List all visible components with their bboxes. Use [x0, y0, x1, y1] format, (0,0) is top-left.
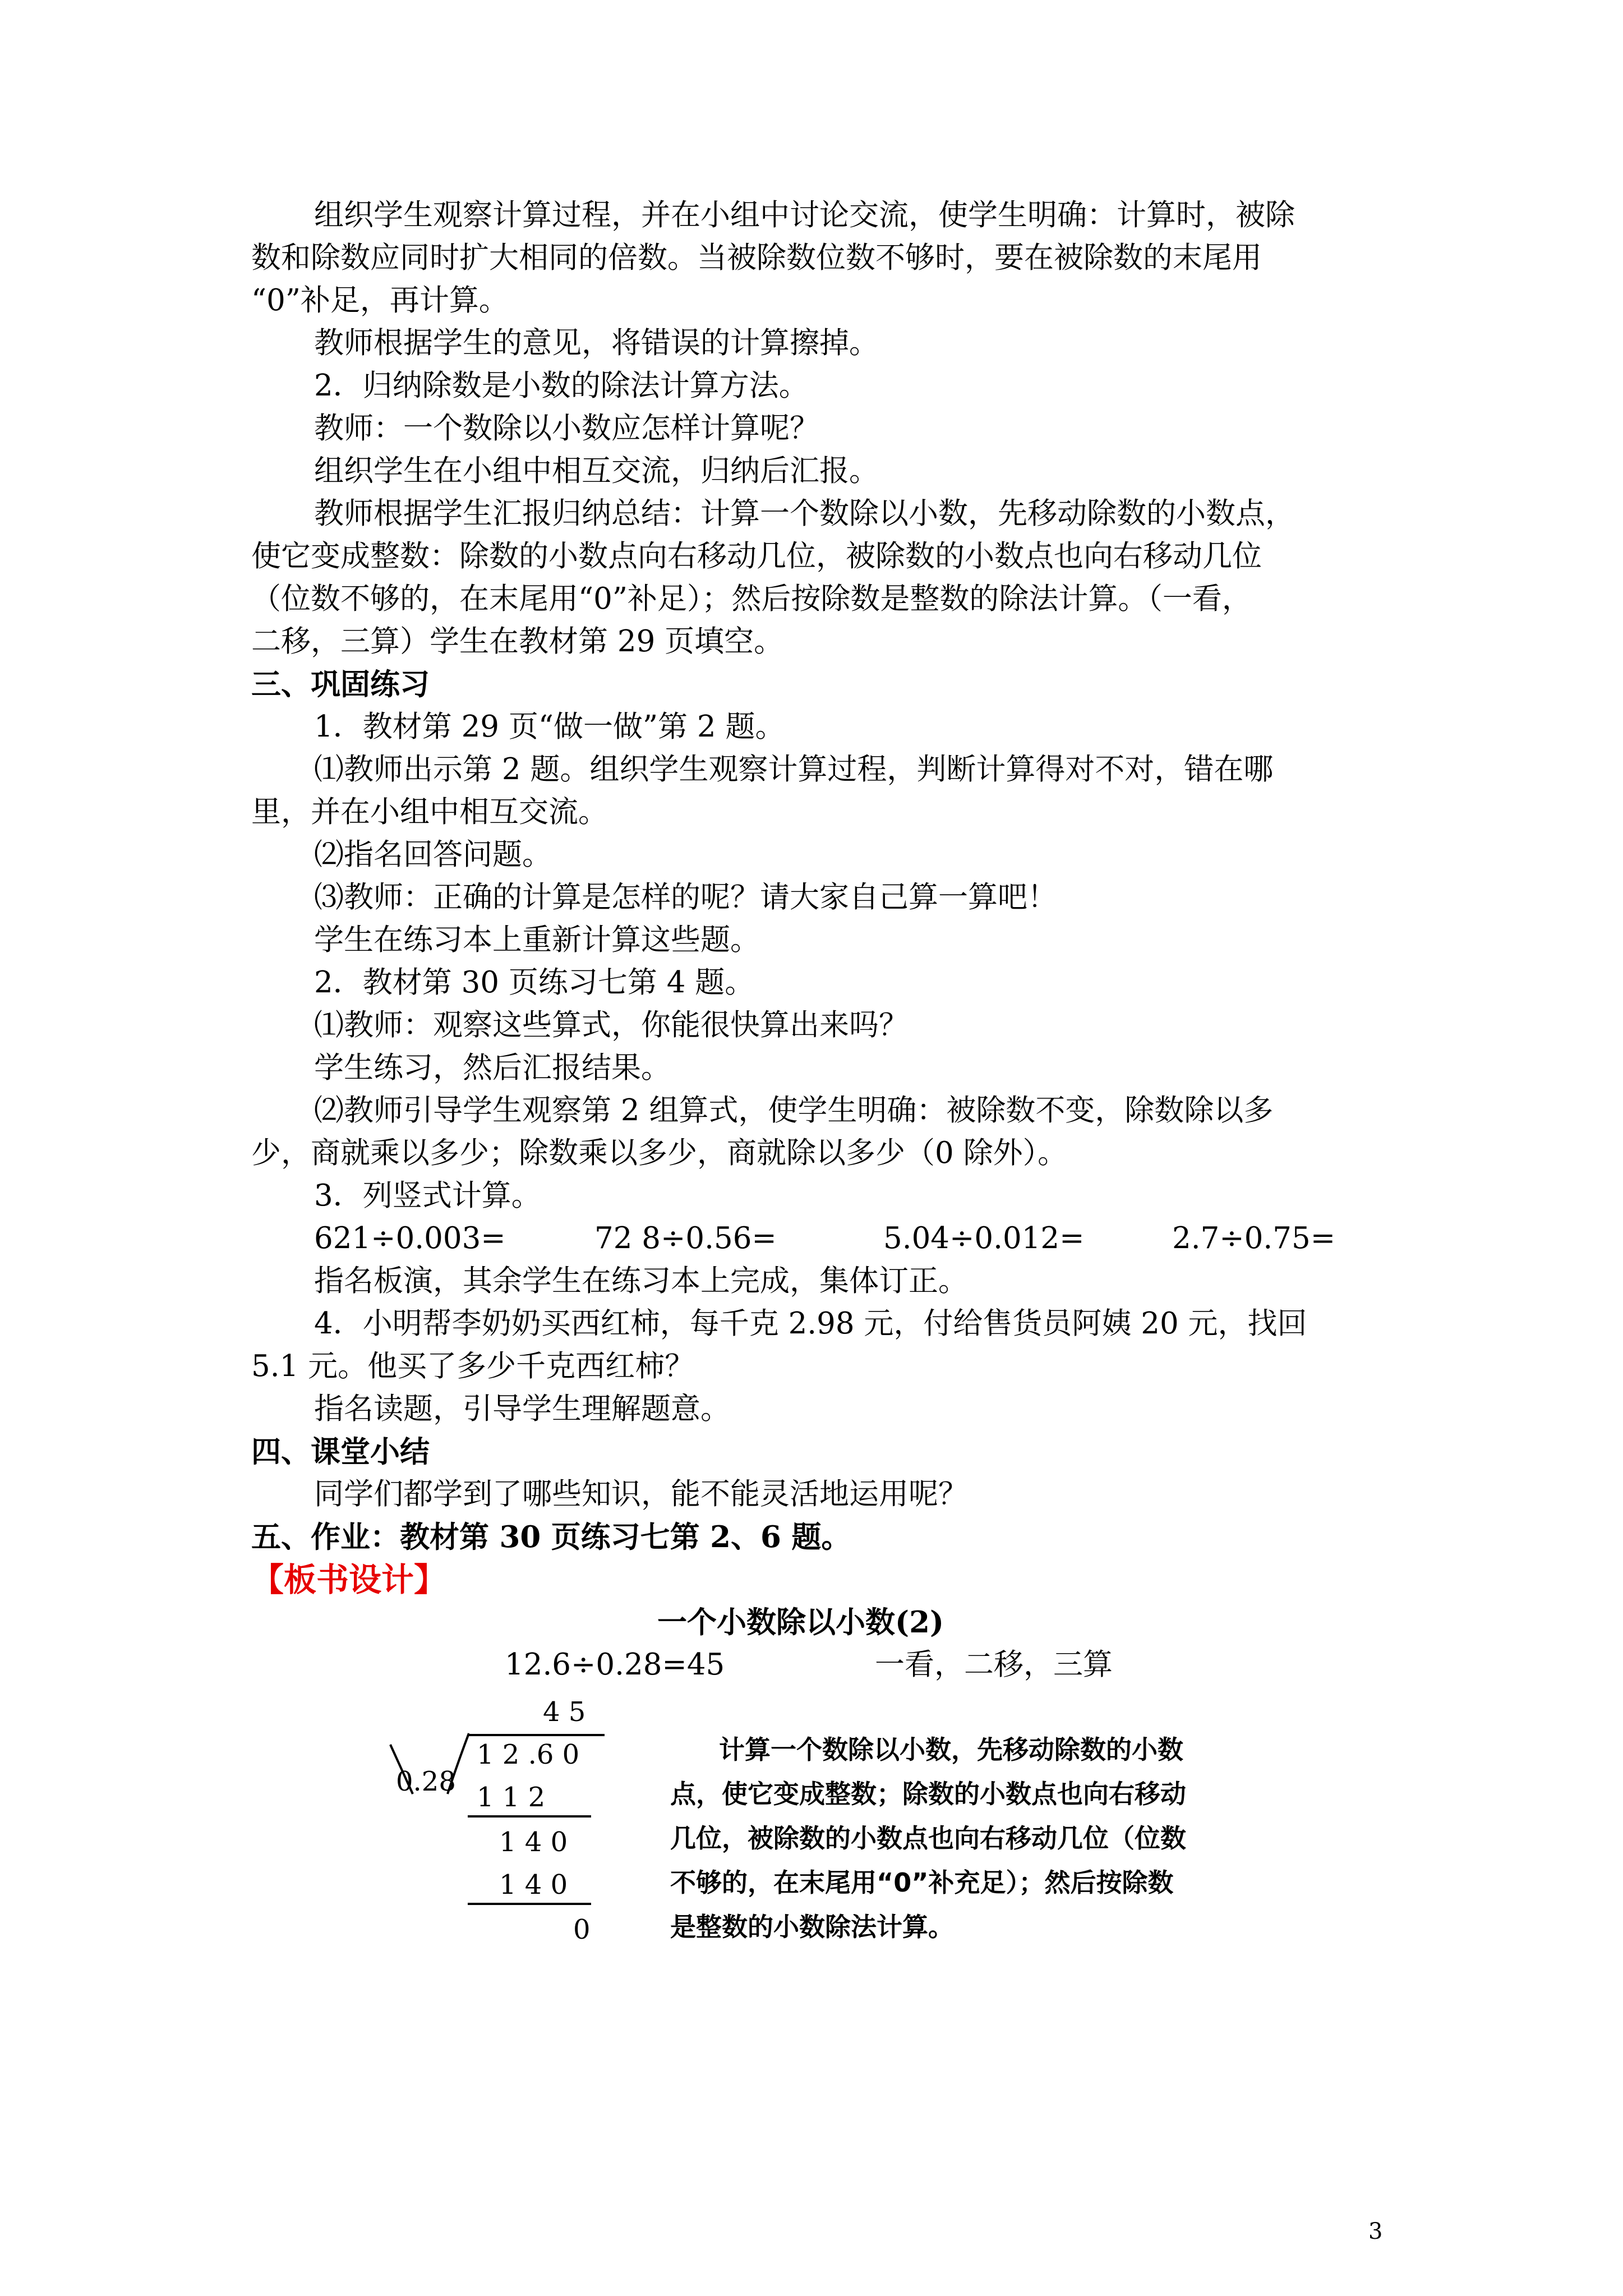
paragraph-line: 5.1 元。他买了多少千克西红柿？ [251, 1349, 695, 1383]
division-dividend: 1 2 .6 0 [477, 1739, 580, 1770]
paragraph-line: 学生练习，然后汇报结果。 [314, 1051, 671, 1085]
summary-line: 点，使它变成整数；除数的小数点也向右移动 [670, 1779, 1186, 1809]
paragraph-line: 教师：一个数除以小数应怎样计算呢？ [314, 411, 819, 445]
summary-line: 几位，被除数的小数点也向右移动几位（位数 [670, 1823, 1186, 1853]
paragraph-line: 组织学生观察计算过程，并在小组中讨论交流，使学生明确：计算时，被除 [314, 198, 1295, 232]
paragraph-line: 教师根据学生汇报归纳总结：计算一个数除以小数，先移动除数的小数点， [314, 496, 1295, 531]
paragraph-line: ⑴教师：观察这些算式，你能很快算出来吗？ [314, 1008, 909, 1042]
paragraph-line: 3．列竖式计算。 [314, 1179, 541, 1213]
paragraph-line: ⑴教师出示第 2 题。组织学生观察计算过程，判断计算得对不对，错在哪 [314, 752, 1274, 786]
exercise-item: 5.04÷0.012= [883, 1221, 1085, 1255]
summary-line: 不够的，在末尾用“0”补充足）；然后按除数 [670, 1867, 1174, 1898]
paragraph-line: 2．归纳除数是小数的除法计算方法。 [314, 369, 809, 403]
paragraph-line: 4．小明帮李奶奶买西红柿，每千克 2.98 元，付给售货员阿姨 20 元，找回 [314, 1306, 1307, 1341]
paragraph-line: 组织学生在小组中相互交流，归纳后汇报。 [314, 454, 879, 488]
paragraph-line: 指名读题，引导学生理解题意。 [314, 1392, 730, 1426]
division-rule [468, 1815, 591, 1818]
paragraph-line: 2．教材第 30 页练习七第 4 题。 [314, 965, 755, 1000]
paragraph-line: 教师根据学生的意见，将错误的计算擦掉。 [314, 326, 879, 360]
paragraph-line: 里，并在小组中相互交流。 [251, 795, 608, 829]
board-motto: 一看，二移，三算 [875, 1648, 1113, 1682]
exercise-item: 621÷0.003= [314, 1221, 506, 1255]
paragraph-line: 学生在练习本上重新计算这些题。 [314, 923, 760, 957]
division-bar [468, 1734, 605, 1736]
division-step: 1 4 0 [499, 1826, 568, 1858]
board-title: 一个小数除以小数(2) [657, 1605, 944, 1640]
paragraph-line: “0”补足，再计算。 [251, 283, 509, 318]
section-heading: 四、课堂小结 [251, 1434, 430, 1469]
division-step: 1 4 0 [499, 1869, 568, 1901]
section-heading: 五、作业：教材第 30 页练习七第 2、6 题。 [251, 1520, 851, 1554]
division-quotient: 4 5 [543, 1696, 586, 1728]
division-divisor: 0.28 [396, 1766, 456, 1797]
paragraph-line: 1．教材第 29 页“做一做”第 2 题。 [314, 710, 785, 744]
paragraph-line: 指名板演，其余学生在练习本上完成，集体订正。 [314, 1264, 968, 1298]
paragraph-line: 二移，三算）学生在教材第 29 页填空。 [251, 624, 784, 659]
page-number: 3 [1368, 2219, 1383, 2244]
paragraph-line: （位数不够的，在末尾用“0”补足）；然后按除数是整数的除法计算。（一看， [251, 582, 1252, 616]
section-heading: 三、巩固练习 [251, 667, 430, 702]
division-rule [468, 1903, 591, 1905]
division-remainder: 0 [573, 1914, 591, 1945]
paragraph-line: 同学们都学到了哪些知识，能不能灵活地运用呢？ [314, 1477, 968, 1511]
paragraph-line: 数和除数应同时扩大相同的倍数。当被除数位数不够时，要在被除数的末尾用 [251, 241, 1262, 275]
board-equation: 12.6÷0.28=45 [505, 1648, 725, 1682]
summary-line: 是整数的小数除法计算。 [670, 1912, 954, 1942]
paragraph-line: 使它变成整数：除数的小数点向右移动几位，被除数的小数点也向右移动几位 [251, 539, 1262, 573]
paragraph-line: 少，商就乘以多少；除数乘以多少，商就除以多少（0 除外）。 [251, 1136, 1068, 1170]
board-design-heading: 【板书设计】 [251, 1561, 447, 1599]
exercise-item: 72 8÷0.56= [594, 1221, 777, 1255]
exercise-item: 2.7÷0.75= [1172, 1221, 1336, 1255]
paragraph-line: ⑵指名回答问题。 [314, 838, 552, 872]
paragraph-line: ⑵教师引导学生观察第 2 组算式，使学生明确：被除数不变，除数除以多 [314, 1093, 1274, 1128]
paragraph-line: ⑶教师：正确的计算是怎样的呢？请大家自己算一算吧！ [314, 880, 1057, 914]
summary-line: 计算一个数除以小数，先移动除数的小数 [719, 1734, 1183, 1765]
division-step: 1 1 2 [477, 1782, 546, 1813]
